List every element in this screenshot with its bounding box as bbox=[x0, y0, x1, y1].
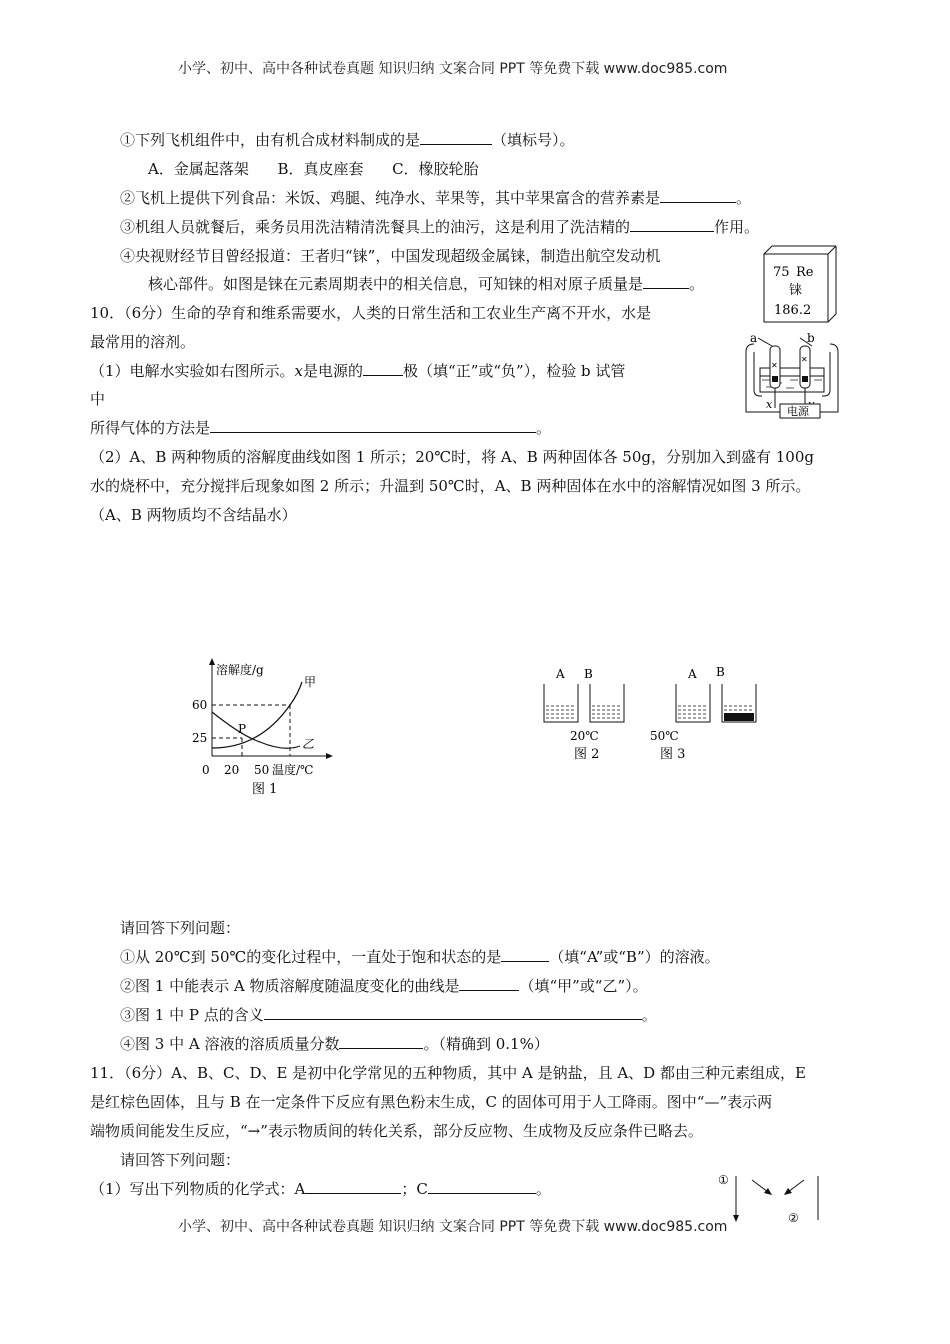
curve-yi bbox=[212, 712, 300, 748]
answer-blank[interactable] bbox=[420, 130, 492, 145]
label-jia: 甲 bbox=[304, 675, 317, 689]
tick-y-25: 25 bbox=[192, 731, 208, 745]
q10-answer3-text: ③图 1 中 P 点的含义 bbox=[120, 1006, 264, 1024]
tube-x-marks-left: ✕ bbox=[771, 361, 778, 370]
beaker-label-b: B bbox=[716, 665, 725, 679]
terminal-x: x bbox=[766, 398, 773, 411]
element-name: 铼 bbox=[789, 283, 803, 298]
tick-y-60: 60 bbox=[192, 698, 208, 712]
q10-part2-line1: （2）A、B 两种物质的溶解度曲线如图 1 所示；20℃时，将 A、B 两种固体各 50g，分别加入到盛有 100g bbox=[90, 448, 814, 466]
q10-answer4-text: ④图 3 中 A 溶液的溶质质量分数 bbox=[120, 1035, 340, 1053]
figure-2-beakers bbox=[540, 662, 636, 766]
q10-part1-x: x bbox=[294, 362, 304, 380]
q10-part1-text-a: （1）电解水实验如右图所示。 bbox=[90, 362, 295, 380]
q9-options: A．金属起落架 B．真皮座套 C．橡胶轮胎 bbox=[148, 160, 479, 178]
q9-item4-line1: ④央视财经节目曾经报道：王者归“铼”，中国发现超级金属铼，制造出航空发动机 bbox=[120, 247, 661, 265]
beaker-label-a: A bbox=[688, 667, 697, 681]
q10-part1-wrap: 中 bbox=[90, 390, 106, 408]
q9-item4-line2 bbox=[148, 274, 704, 294]
q10-stem-line1: 10．（6分）生命的孕育和维系需要水，人类的日常生活和工农业生产离不开水，水是 bbox=[90, 304, 652, 322]
q11-relation-diagram bbox=[712, 1168, 832, 1230]
q10-answer4-end: 。（精确到 0.1%） bbox=[423, 1035, 549, 1053]
q11-part1-c: ；C bbox=[401, 1180, 428, 1198]
tube-x-marks-right: ✕ bbox=[801, 355, 808, 364]
figure-2-caption: 图 2 bbox=[574, 747, 600, 762]
tick-x-0: 0 bbox=[202, 763, 210, 777]
figure-1-caption: 图 1 bbox=[252, 782, 278, 797]
answer-blank[interactable] bbox=[643, 274, 689, 289]
label-p: P bbox=[238, 722, 247, 736]
q10-answer2 bbox=[120, 976, 648, 996]
figure-2-temp: 20℃ bbox=[570, 729, 599, 743]
q10-answer4 bbox=[120, 1034, 549, 1054]
answer-blank-a[interactable] bbox=[305, 1179, 401, 1194]
q10-prompt: 请回答下列问题： bbox=[120, 919, 241, 937]
q10-answer2-end: （填“甲”或“乙”）。 bbox=[519, 977, 648, 995]
axis-y-label: 溶解度/g bbox=[216, 663, 264, 677]
element-cell-figure bbox=[760, 244, 840, 326]
tube-label-b: b bbox=[807, 331, 815, 345]
q11-stem-line1: 11．（6分）A、B、C、D、E 是初中化学常见的五种物质，其中 A 是钠盐，且 A、D 都由三种元素组成，E bbox=[90, 1064, 806, 1082]
q9-item1-end: （填标号）。 bbox=[492, 131, 575, 149]
q10-answer1-end: （填“A”或“B”）的溶液。 bbox=[549, 948, 720, 966]
page-header: 小学、初中、高中各种试卷真题 知识归纳 文案合同 PPT 等免费下载 www.doc985.com bbox=[178, 61, 728, 77]
q10-answer1 bbox=[120, 947, 720, 967]
q9-item2 bbox=[120, 188, 751, 208]
q9-item4-end: 。 bbox=[689, 275, 705, 293]
axis-x-label: 温度/℃ bbox=[272, 763, 314, 777]
answer-blank[interactable] bbox=[501, 947, 549, 962]
q9-item3-end: 作用。 bbox=[714, 218, 760, 236]
figure-3-caption: 图 3 bbox=[660, 747, 686, 762]
q10-method-end: 。 bbox=[536, 419, 552, 437]
q11-prompt: 请回答下列问题： bbox=[120, 1151, 241, 1169]
q10-part1 bbox=[90, 361, 625, 381]
q10-answer2-text: ②图 1 中能表示 A 物质溶解度随温度变化的曲线是 bbox=[120, 977, 460, 995]
q9-item1 bbox=[120, 130, 575, 150]
answer-blank[interactable] bbox=[264, 1005, 642, 1020]
q11-stem-line2: 是红棕色固体，且与 B 在一定条件下反应有黑色粉末生成，C 的固体可用于人工降雨。图中“—”表示两 bbox=[90, 1093, 773, 1111]
label-yi: 乙 bbox=[302, 737, 315, 751]
q10-stem-line2: 最常用的溶剂。 bbox=[90, 333, 196, 351]
tube-label-a: a bbox=[750, 331, 758, 345]
beaker-label-b: B bbox=[584, 667, 593, 681]
q10-part1-text-b: 是电源的 bbox=[303, 362, 364, 380]
answer-blank[interactable] bbox=[363, 361, 403, 376]
answer-blank[interactable] bbox=[210, 418, 536, 433]
figure-3-temp: 50℃ bbox=[650, 729, 679, 743]
q9-item3-text: ③机组人员就餐后，乘务员用洗洁精清洗餐具上的油污，这是利用了洗洁精的 bbox=[120, 218, 631, 236]
element-mass: 186.2 bbox=[774, 303, 812, 318]
q9-item1-text: ①下列飞机组件中，由有机合成材料制成的是 bbox=[120, 131, 421, 149]
answer-blank-c[interactable] bbox=[428, 1179, 536, 1194]
beaker-a bbox=[676, 684, 710, 722]
q11-part1 bbox=[90, 1179, 551, 1199]
electrolysis-apparatus bbox=[740, 328, 852, 420]
answer-blank[interactable] bbox=[660, 188, 736, 203]
q9-item2-end: 。 bbox=[736, 189, 752, 207]
element-symbol: Re bbox=[796, 265, 814, 280]
page-footer: 小学、初中、高中各种试卷真题 知识归纳 文案合同 PPT 等免费下载 www.doc985.com bbox=[178, 1219, 728, 1235]
q9-item2-text: ②飞机上提供下列食品：米饭、鸡腿、纯净水、苹果等，其中苹果富含的营养素是 bbox=[120, 189, 661, 207]
q9-item3 bbox=[120, 217, 759, 237]
arrow-label-1: ① bbox=[718, 1173, 729, 1187]
beaker-label-a: A bbox=[556, 667, 565, 681]
q10-answer1-text: ①从 20℃到 50℃的变化过程中，一直处于饱和状态的是 bbox=[120, 948, 502, 966]
q11-stem-line3: 端物质间能发生反应，“→”表示物质间的转化关系，部分反应物、生成物及反应条件已略去。 bbox=[90, 1122, 703, 1140]
answer-blank[interactable] bbox=[339, 1034, 423, 1049]
beaker-b bbox=[590, 684, 624, 722]
figure-1-solubility-chart bbox=[180, 656, 340, 798]
q11-part1-text: （1）写出下列物质的化学式：A bbox=[90, 1180, 306, 1198]
q10-part1-method bbox=[90, 418, 551, 438]
figure-3-beakers bbox=[646, 662, 764, 766]
q10-part2-line3: （A、B 两物质均不含结晶水） bbox=[90, 506, 297, 524]
power-source-label: 电源 bbox=[787, 405, 809, 418]
q10-part2-line2: 水的烧杯中，充分搅拌后现象如图 2 所示；升温到 50℃时，A、B 两种固体在水中的溶解情况如图 3 所示。 bbox=[90, 477, 811, 495]
q10-answer3 bbox=[120, 1005, 657, 1025]
arrow-label-2: ② bbox=[788, 1211, 799, 1225]
answer-blank[interactable] bbox=[630, 217, 714, 232]
element-number: 75 bbox=[773, 265, 790, 280]
q10-part1-text-c: 极（填“正”或“负”），检验 b 试管 bbox=[403, 362, 626, 380]
q9-item4-text: 核心部件。如图是铼在元素周期表中的相关信息，可知铼的相对原子质量是 bbox=[148, 275, 644, 293]
q11-part1-end: 。 bbox=[535, 1180, 551, 1198]
tick-x-20: 20 bbox=[224, 763, 240, 777]
answer-blank[interactable] bbox=[459, 976, 519, 991]
q10-answer3-end: 。 bbox=[641, 1006, 657, 1024]
curve-jia bbox=[212, 682, 302, 748]
q10-method-text: 所得气体的方法是 bbox=[90, 419, 211, 437]
tick-x-50: 50 bbox=[254, 763, 270, 777]
